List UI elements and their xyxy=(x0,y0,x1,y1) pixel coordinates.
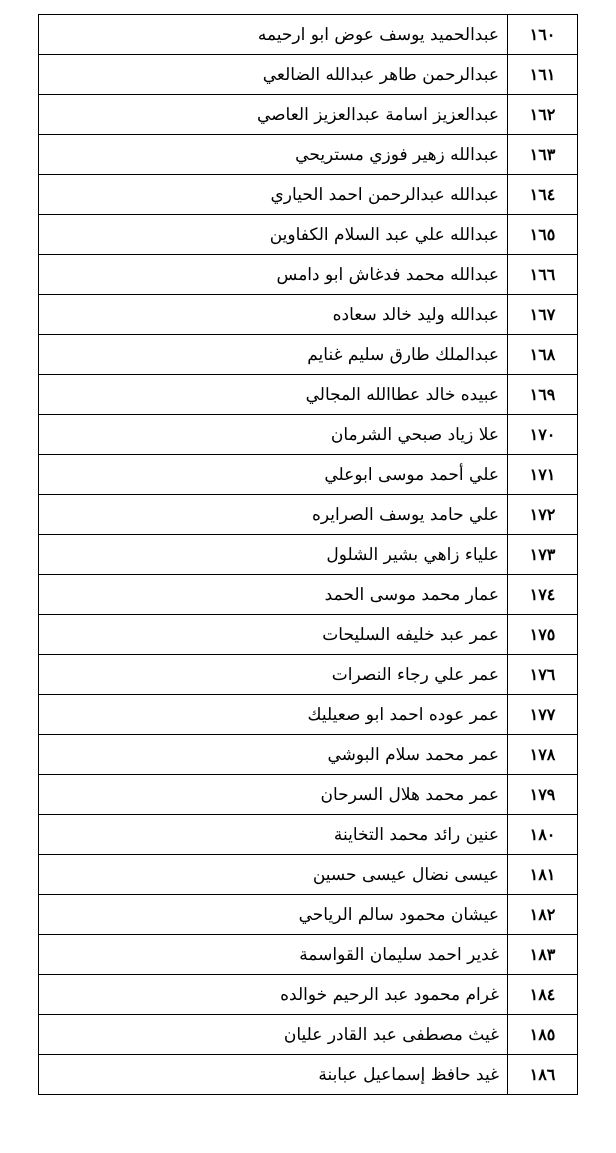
table-row xyxy=(39,895,578,935)
row-number: ١٨٣ xyxy=(508,935,578,975)
row-number: ١٦٨ xyxy=(508,335,578,375)
table-row xyxy=(39,1015,578,1055)
row-number: ١٦٣ xyxy=(508,135,578,175)
names-table-body xyxy=(39,15,578,1095)
row-number: ١٧٣ xyxy=(508,535,578,575)
person-name: علا زياد صبحي الشرمان xyxy=(39,415,508,455)
table-row xyxy=(39,175,578,215)
row-number: ١٦٦ xyxy=(508,255,578,295)
person-name: عبدالله علي عبد السلام الكفاوين xyxy=(39,215,508,255)
person-name: عمار محمد موسى الحمد xyxy=(39,575,508,615)
table-row xyxy=(39,295,578,335)
person-name: علي حامد يوسف الصرايره xyxy=(39,495,508,535)
table-row xyxy=(39,375,578,415)
person-name: عبيده خالد عطاالله المجالي xyxy=(39,375,508,415)
table-row xyxy=(39,95,578,135)
person-name: عبدالله عبدالرحمن احمد الحياري xyxy=(39,175,508,215)
row-number: ١٧٢ xyxy=(508,495,578,535)
table-row xyxy=(39,735,578,775)
person-name: عبدالملك طارق سليم غنايم xyxy=(39,335,508,375)
row-number: ١٧٦ xyxy=(508,655,578,695)
person-name: غيد حافظ إسماعيل عبابنة xyxy=(39,1055,508,1095)
person-name: عبدالرحمن طاهر عبدالله الضالعي xyxy=(39,55,508,95)
row-number: ١٧٧ xyxy=(508,695,578,735)
person-name: عمر محمد سلام البوشي xyxy=(39,735,508,775)
person-name: عبدالله محمد فدغاش ابو دامس xyxy=(39,255,508,295)
row-number: ١٧٥ xyxy=(508,615,578,655)
table-row xyxy=(39,215,578,255)
document-page xyxy=(38,14,578,1095)
table-row xyxy=(39,775,578,815)
row-number: ١٦٤ xyxy=(508,175,578,215)
row-number: ١٧٤ xyxy=(508,575,578,615)
table-row xyxy=(39,55,578,95)
row-number: ١٧٩ xyxy=(508,775,578,815)
person-name: عبدالله وليد خالد سعاده xyxy=(39,295,508,335)
person-name: عبدالحميد يوسف عوض ابو ارحيمه xyxy=(39,15,508,55)
person-name: عيسى نضال عيسى حسين xyxy=(39,855,508,895)
row-number: ١٨٤ xyxy=(508,975,578,1015)
person-name: عبدالعزيز اسامة عبدالعزيز العاصي xyxy=(39,95,508,135)
table-row xyxy=(39,495,578,535)
row-number: ١٦٢ xyxy=(508,95,578,135)
row-number: ١٨٢ xyxy=(508,895,578,935)
row-number: ١٨٠ xyxy=(508,815,578,855)
person-name: علياء زاهي بشير الشلول xyxy=(39,535,508,575)
row-number: ١٧٨ xyxy=(508,735,578,775)
row-number: ١٧٠ xyxy=(508,415,578,455)
row-number: ١٦٧ xyxy=(508,295,578,335)
row-number: ١٨٥ xyxy=(508,1015,578,1055)
person-name: غرام محمود عبد الرحيم خوالده xyxy=(39,975,508,1015)
person-name: عمر محمد هلال السرحان xyxy=(39,775,508,815)
person-name: عيشان محمود سالم الرياحي xyxy=(39,895,508,935)
table-row xyxy=(39,335,578,375)
person-name: عنين رائد محمد التخاينة xyxy=(39,815,508,855)
names-table xyxy=(38,14,578,1095)
table-row xyxy=(39,575,578,615)
table-row xyxy=(39,975,578,1015)
table-row xyxy=(39,815,578,855)
table-row xyxy=(39,455,578,495)
table-row xyxy=(39,1055,578,1095)
row-number: ١٦٥ xyxy=(508,215,578,255)
table-row xyxy=(39,15,578,55)
person-name: غيث مصطفى عبد القادر عليان xyxy=(39,1015,508,1055)
row-number: ١٦١ xyxy=(508,55,578,95)
table-row xyxy=(39,655,578,695)
person-name: عبدالله زهير فوزي مستريحي xyxy=(39,135,508,175)
person-name: غدير احمد سليمان القواسمة xyxy=(39,935,508,975)
row-number: ١٨١ xyxy=(508,855,578,895)
table-row xyxy=(39,615,578,655)
person-name: عمر عبد خليفه السليحات xyxy=(39,615,508,655)
table-row xyxy=(39,255,578,295)
table-row xyxy=(39,935,578,975)
row-number: ١٦٩ xyxy=(508,375,578,415)
table-row xyxy=(39,695,578,735)
table-row xyxy=(39,415,578,455)
person-name: عمر عوده احمد ابو صعيليك xyxy=(39,695,508,735)
table-row xyxy=(39,135,578,175)
person-name: عمر علي رجاء النصرات xyxy=(39,655,508,695)
person-name: علي أحمد موسى ابوعلي xyxy=(39,455,508,495)
row-number: ١٨٦ xyxy=(508,1055,578,1095)
row-number: ١٦٠ xyxy=(508,15,578,55)
row-number: ١٧١ xyxy=(508,455,578,495)
table-row xyxy=(39,535,578,575)
table-row xyxy=(39,855,578,895)
